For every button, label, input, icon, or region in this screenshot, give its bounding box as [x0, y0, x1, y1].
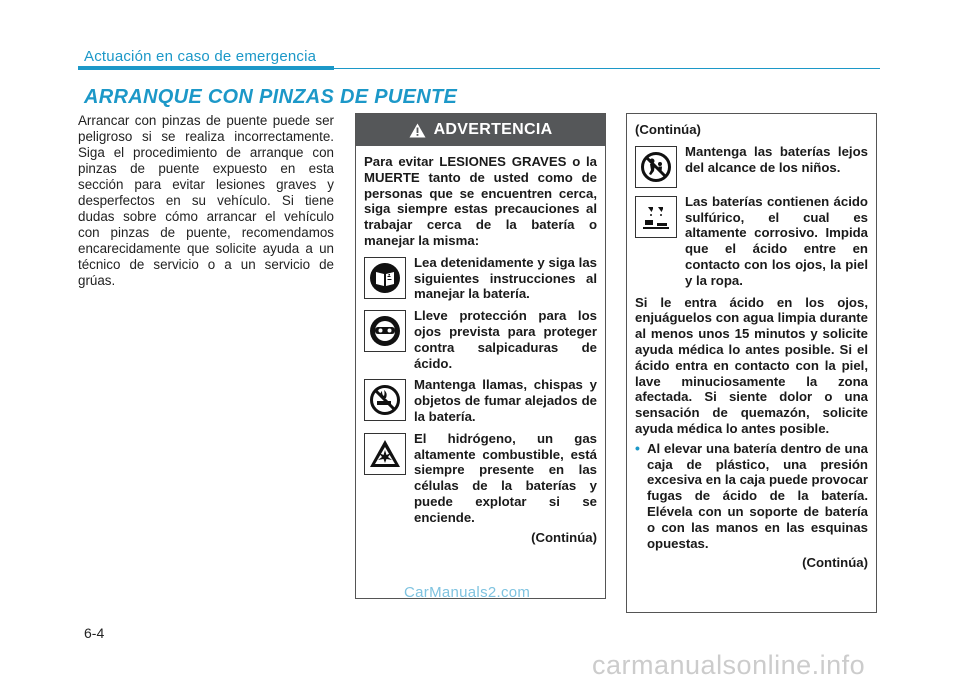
keep-children-away-icon	[635, 146, 677, 188]
warning-item-text: Lea detenidamente y siga las siguientes instrucciones al manejar la batería.	[414, 254, 597, 302]
warning-item	[364, 431, 597, 526]
warning-item	[364, 308, 597, 371]
header-rule-thin	[334, 68, 880, 69]
page-title: ARRANQUE CON PINZAS DE PUENTE	[84, 86, 458, 108]
site-watermark: carmanualsonline.info	[592, 650, 866, 680]
book-icon	[364, 257, 406, 299]
continues-label: (Continúa)	[802, 555, 868, 571]
warning-header	[356, 114, 605, 146]
watermark: CarManuals2.com	[404, 584, 531, 601]
warning-item-text: Mantenga las baterías lejos del alcance de los niños.	[685, 143, 868, 175]
warning-lead: Para evitar LESIONES GRAVES o la MUERTE tanto de usted como de personas que se encuentren cerca, siga siempre estas precauciones al trabajar cerca de la batería o manejar la misma:	[364, 154, 597, 248]
warning-item	[364, 255, 597, 302]
list-item	[635, 441, 868, 552]
acid-contact-paragraph: Si le entra ácido en los ojos, enjuáguelos con agua limpia durante al menos unos 15 minutos y solicite ayuda médica lo antes posible. Si el ácido entra en contacto con la piel, lave minuciosamente la zona afectada. Si siente dolor o una sensación de quemazón, solicite ayuda médica lo antes posible.	[635, 294, 868, 436]
warning-item-text: Las baterías contienen ácido sulfúrico, el cual es altamente corrosivo. Impida que el ácido entre en contacto con los ojos, la piel y la ropa.	[685, 193, 868, 288]
bullet-marker: •	[635, 439, 640, 456]
warning-box	[355, 113, 606, 599]
corrosive-acid-icon	[635, 196, 677, 238]
section-header-title: Actuación en caso de emergencia	[84, 48, 317, 65]
warning-item	[635, 144, 868, 188]
warning-item	[635, 194, 868, 289]
page-number: 6-4	[84, 625, 105, 641]
warning-label: ADVERTENCIA	[433, 121, 553, 138]
continued-heading: (Continúa)	[635, 122, 701, 137]
warning-item-text: El hidrógeno, un gas altamente combustible, está siempre presente en las células de la baterías y puede explotar si se enciende.	[414, 430, 597, 525]
bullet-text: Al elevar una batería dentro de una caja de plástico, una presión excesiva en la caja puede provocar fugas de ácido de la batería. Elévela con un soporte de batería o con las manos en las esquinas opuestas.	[647, 440, 868, 551]
intro-paragraph: Arrancar con pinzas de puente puede ser peligroso si se realiza incorrectamente. Siga el procedimiento de arranque con pinzas de puente expuesto en esta sección para evitar lesiones graves y desperfectos en su vehículo. Si tiene dudas sobre cómo arrancar el vehículo con pinzas de puente, recomendamos encarecidamente que solicite ayuda a un técnico de servicio o a un servicio de grúas.	[78, 113, 334, 288]
continues-label: (Continúa)	[531, 529, 597, 545]
no-flame-icon	[364, 379, 406, 421]
header-rule-thick	[78, 66, 334, 70]
warning-triangle-icon	[409, 123, 426, 138]
eye-protection-icon	[364, 310, 406, 352]
warning-item-text: Mantenga llamas, chispas y objetos de fumar alejados de la batería.	[414, 377, 597, 424]
warning-item	[364, 377, 597, 424]
explosion-icon	[364, 433, 406, 475]
warning-box-continued	[626, 113, 877, 613]
warning-item-text: Lleve protección para los ojos prevista para proteger contra salpicaduras de ácido.	[414, 308, 597, 371]
